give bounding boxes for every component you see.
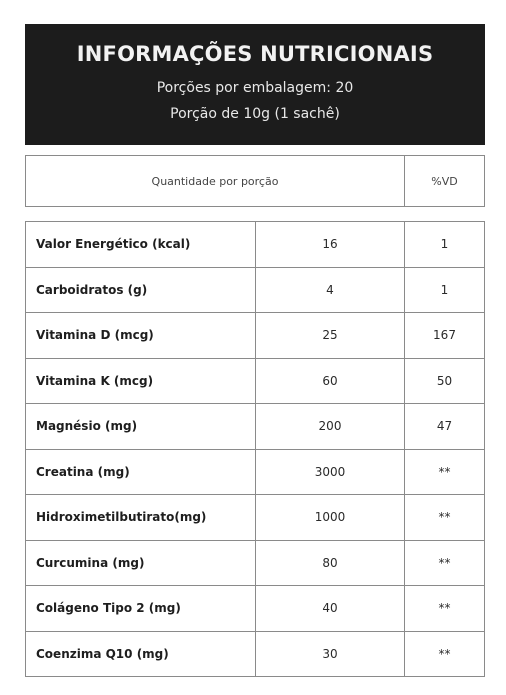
nutrient-name: Hidroximetilbutirato(mg) bbox=[26, 495, 256, 540]
nutrient-daily-value: 47 bbox=[436, 419, 453, 434]
nutrient-amount: 16 bbox=[256, 222, 405, 267]
nutrient-daily-value: ** bbox=[438, 510, 451, 525]
nutrient-daily-value: ** bbox=[438, 601, 451, 616]
nutrient-amount: 200 bbox=[256, 404, 405, 449]
nutrient-name: Creatina (mg) bbox=[26, 450, 256, 495]
table-row bbox=[26, 313, 484, 359]
nutrient-amount: 4 bbox=[256, 268, 405, 313]
table-row bbox=[26, 450, 484, 496]
nutrient-daily-value: 1 bbox=[440, 282, 449, 297]
nutrient-name: Curcumina (mg) bbox=[26, 541, 256, 586]
nutrient-amount: 30 bbox=[256, 632, 405, 677]
nutrient-name: Valor Energético (kcal) bbox=[26, 222, 256, 267]
nutrient-name: Vitamina D (mcg) bbox=[26, 313, 256, 358]
table-row bbox=[26, 359, 484, 405]
page-title: INFORMAÇÕES NUTRICIONAIS bbox=[76, 42, 434, 66]
nutrient-name: Carboidratos (g) bbox=[26, 268, 256, 313]
nutrient-name: Coenzima Q10 (mg) bbox=[26, 632, 256, 677]
nutrient-amount: 80 bbox=[256, 541, 405, 586]
nutrient-amount: 1000 bbox=[256, 495, 405, 540]
serving-size: Porção de 10g (1 sachê) bbox=[170, 106, 340, 122]
nutrient-amount: 25 bbox=[256, 313, 405, 358]
nutrient-daily-value: 167 bbox=[433, 328, 456, 343]
nutrition-header bbox=[25, 24, 485, 145]
quantity-per-serving-header: Quantidade por porção bbox=[26, 156, 405, 206]
nutrient-daily-value: ** bbox=[438, 646, 451, 661]
nutrient-amount: 3000 bbox=[256, 450, 405, 495]
nutrition-table bbox=[25, 221, 485, 677]
nutrient-name: Magnésio (mg) bbox=[26, 404, 256, 449]
nutrient-daily-value: ** bbox=[438, 555, 451, 570]
column-header-table bbox=[25, 155, 485, 207]
nutrient-daily-value: 50 bbox=[436, 373, 453, 388]
nutrient-name: Vitamina K (mcg) bbox=[26, 359, 256, 404]
daily-value-header: %VD bbox=[431, 174, 458, 188]
servings-per-package: Porções por embalagem: 20 bbox=[156, 80, 354, 96]
table-row bbox=[26, 268, 484, 314]
table-row bbox=[26, 495, 484, 541]
nutrient-daily-value: ** bbox=[438, 464, 451, 479]
table-row bbox=[26, 404, 484, 450]
nutrient-amount: 60 bbox=[256, 359, 405, 404]
table-row bbox=[26, 586, 484, 632]
table-row bbox=[26, 632, 484, 678]
nutrient-daily-value: 1 bbox=[440, 237, 449, 252]
table-row bbox=[26, 541, 484, 587]
table-row bbox=[26, 222, 484, 268]
nutrient-amount: 40 bbox=[256, 586, 405, 631]
nutrient-name: Colágeno Tipo 2 (mg) bbox=[26, 586, 256, 631]
